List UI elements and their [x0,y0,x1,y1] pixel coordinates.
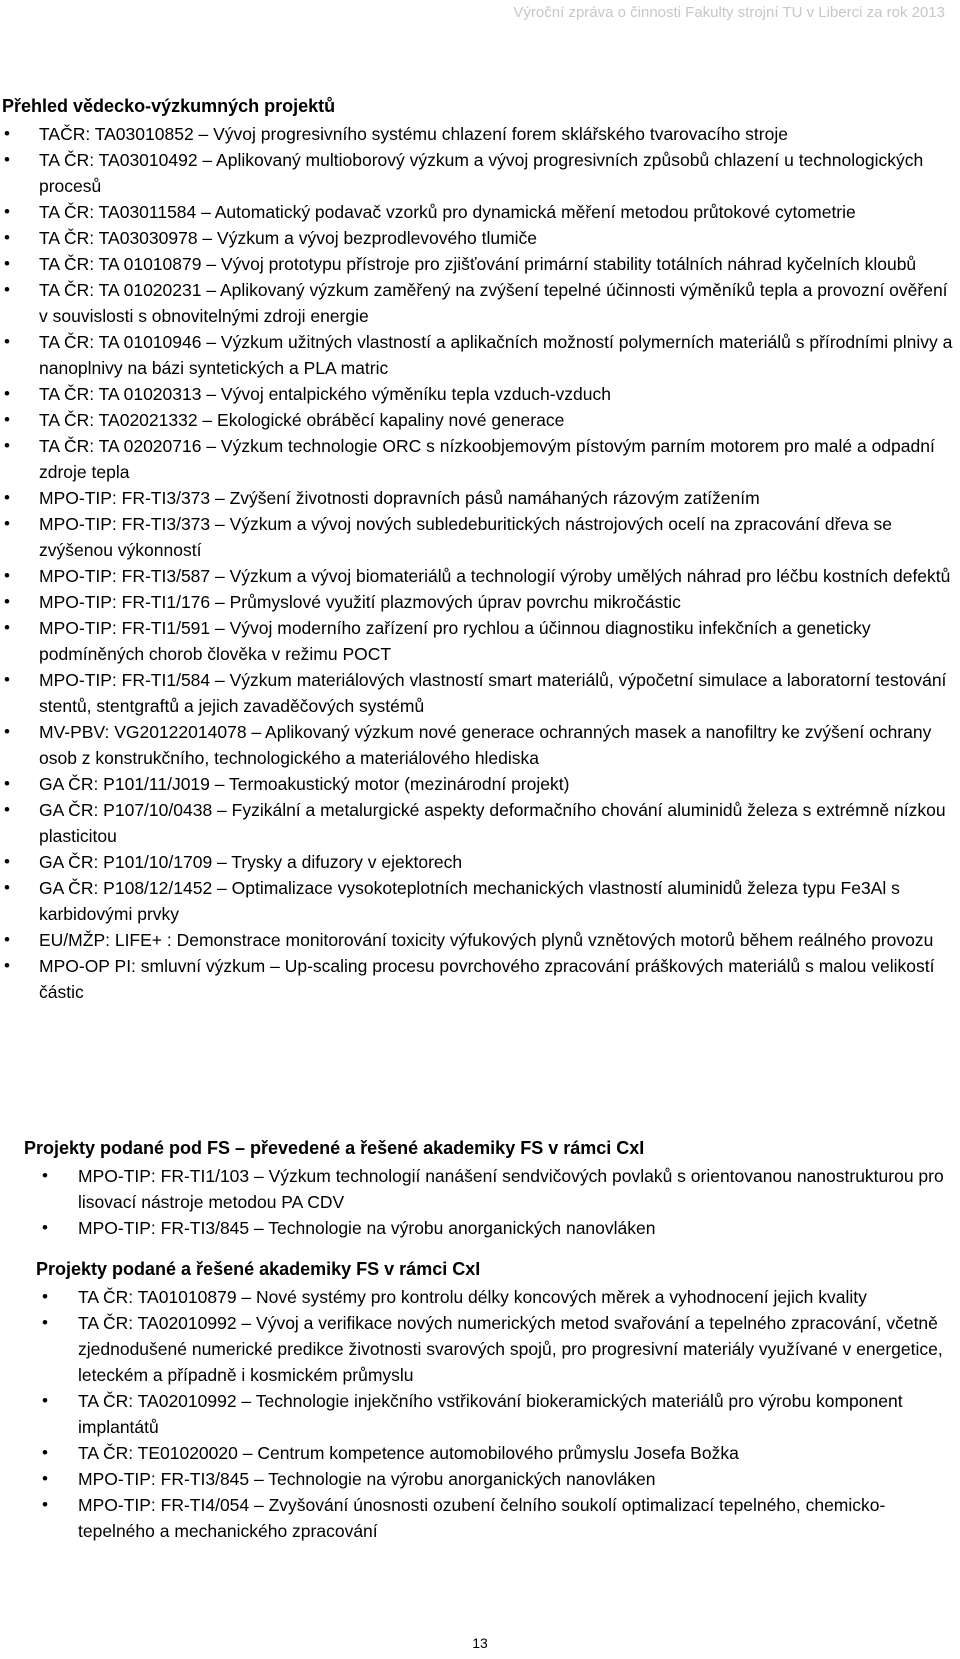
project-text: GA ČR: P108/12/1452 – Optimalizace vysokoteplotních mechanických vlastností aluminidů železa typu Fe3Al s karbidovými prvky [39,878,900,924]
project-text: GA ČR: P101/10/1709 – Trysky a difuzory v ejektorech [39,852,463,872]
list-item [0,1215,958,1241]
bullet-icon: • [4,670,10,689]
project-text: MPO-OP PI: smluvní výzkum – Up-scaling procesu povrchového zpracování práškových materiálů s malou velikostí částic [39,956,935,1002]
list-item [0,589,955,615]
list-item [0,121,955,147]
section-title-overview: Přehled vědecko-výzkumných projektů [2,96,336,116]
bullet-icon: • [4,124,10,143]
section-title-cxi: Projekty podané a řešené akademiky FS v rámci CxI [36,1259,481,1279]
bullet-icon: • [4,852,10,871]
bullet-icon: • [42,1313,48,1332]
bullet-icon: • [4,436,10,455]
bullet-icon: • [4,384,10,403]
bullet-icon: • [42,1287,48,1306]
project-text: MV-PBV: VG20122014078 – Aplikovaný výzkum nové generace ochranných masek a nanofiltry ke zvýšení ochrany osob z konstrukčního, technologického a materiálového hlediska [39,722,932,768]
bullet-icon: • [4,514,10,533]
list-item [0,511,955,563]
project-text: TA ČR: TA02010992 – Technologie injekčního vstřikování biokeramických materiálů pro výrobu komponent implantátů [78,1391,903,1437]
project-text: TA ČR: TA02010992 – Vývoj a verifikace nových numerických metod svařování a tepelného zpracování, včetně zjednodušené numerické predikce životnosti svarových spojů, pro progresivní materiály využívané v energetice, leteckém a případně i kosmickém průmyslu [78,1313,943,1385]
section-title-transferred: Projekty podané pod FS – převedené a řešené akademiky FS v rámci CxI [24,1138,645,1158]
list-item [0,1163,958,1215]
list-item [0,927,955,953]
project-text: MPO-TIP: FR-TI3/373 – Zvýšení životnosti dopravních pásů namáhaných rázovým zatížením [39,488,760,508]
list-item [0,953,955,1005]
project-text: MPO-TIP: FR-TI4/054 – Zvyšování únosnosti ozubení čelního soukolí optimalizací tepelného, chemicko-tepelného a mechanického zpracování [78,1495,886,1541]
project-text: TA ČR: TA03030978 – Výzkum a vývoj bezprodlevového tlumiče [39,228,538,248]
list-item [0,381,955,407]
list-item [0,615,955,667]
bullet-icon: • [4,956,10,975]
list-item [0,485,955,511]
project-text: TA ČR: TA02021332 – Ekologické obráběcí kapaliny nové generace [39,410,565,430]
bullet-icon: • [4,202,10,221]
bullet-icon: • [4,930,10,949]
project-text: TA ČR: TA 01010946 – Výzkum užitných vlastností a aplikačních možností polymerních materiálů s přírodními plnivy a nanoplnivy na bázi syntetických a PLA matric [39,332,953,378]
project-text: TA ČR: TA 01020313 – Vývoj entalpického výměníku tepla vzduch-vzduch [39,384,611,404]
project-text: GA ČR: P101/11/J019 – Termoakustický motor (mezinárodní projekt) [39,774,570,794]
bullet-icon: • [4,800,10,819]
project-list-transferred [0,1163,958,1241]
bullet-icon: • [4,280,10,299]
bullet-icon: • [4,488,10,507]
list-item [0,771,955,797]
project-text: GA ČR: P107/10/0438 – Fyzikální a metalurgické aspekty deformačního chování aluminidů železa s extrémně nízkou plasticitou [39,800,946,846]
project-list-overview [0,121,955,1005]
list-item [0,329,955,381]
list-item [0,407,955,433]
report-header: Výroční zpráva o činnosti Fakulty strojní TU v Liberci za rok 2013 [513,4,945,21]
list-item [0,225,955,251]
list-item [0,849,955,875]
bullet-icon: • [42,1166,48,1185]
project-text: MPO-TIP: FR-TI1/103 – Výzkum technologií nanášení sendvičových povlaků s orientovanou nanostrukturou pro lisovací nástroje metodou PA CDV [78,1166,944,1212]
project-text: MPO-TIP: FR-TI3/373 – Výzkum a vývoj nových subledeburitických nástrojových ocelí na zpracování dřeva se zvýšenou výkonností [39,514,892,560]
project-text: MPO-TIP: FR-TI1/584 – Výzkum materiálových vlastností smart materiálů, výpočetní simulace a laboratorní testování stentů, stentgraftů a jejich zavaděčových systémů [39,670,947,716]
project-text: TA ČR: TA01010879 – Nové systémy pro kontrolu délky koncových měrek a vyhodnocení jejich kvality [78,1287,867,1307]
project-list-cxi [0,1284,955,1544]
list-item [0,563,955,589]
list-item [0,251,955,277]
bullet-icon: • [4,332,10,351]
bullet-icon: • [4,228,10,247]
bullet-icon: • [4,722,10,741]
list-item [0,1284,955,1310]
bullet-icon: • [4,150,10,169]
bullet-icon: • [4,592,10,611]
list-item [0,719,955,771]
list-item [0,1466,955,1492]
project-text: TA ČR: TA03010492 – Aplikovaný multioborový výzkum a vývoj progresivních způsobů chlazení u technologických procesů [39,150,924,196]
project-text: MPO-TIP: FR-TI3/845 – Technologie na výrobu anorganických nanovláken [78,1469,656,1489]
project-text: MPO-TIP: FR-TI1/591 – Vývoj moderního zařízení pro rychlou a účinnou diagnostiku infekčních a geneticky podmíněných chorob člověka v režimu POCT [39,618,871,664]
project-text: TA ČR: TA03011584 – Automatický podavač vzorků pro dynamická měření metodou průtokové cytometrie [39,202,856,222]
bullet-icon: • [4,566,10,585]
list-item [0,875,955,927]
bullet-icon: • [4,254,10,273]
project-text: MPO-TIP: FR-TI3/845 – Technologie na výrobu anorganických nanovláken [78,1218,656,1238]
bullet-icon: • [42,1218,48,1237]
list-item [0,277,955,329]
project-text: EU/MŽP: LIFE+ : Demonstrace monitorování toxicity výfukových plynů vznětových motorů během reálného provozu [39,930,934,950]
bullet-icon: • [4,618,10,637]
list-item [0,433,955,485]
project-text: TA ČR: TE01020020 – Centrum kompetence automobilového průmyslu Josefa Božka [78,1443,739,1463]
bullet-icon: • [42,1495,48,1514]
bullet-icon: • [42,1443,48,1462]
list-item [0,1492,955,1544]
project-text: MPO-TIP: FR-TI3/587 – Výzkum a vývoj biomateriálů a technologií výroby umělých náhrad pro léčbu kostních defektů [39,566,951,586]
page-number: 13 [472,1635,488,1651]
list-item [0,1440,955,1466]
bullet-icon: • [42,1469,48,1488]
project-text: TA ČR: TA 01010879 – Vývoj prototypu přístroje pro zjišťování primární stability totálních náhrad kyčelních kloubů [39,254,917,274]
list-item [0,797,955,849]
bullet-icon: • [4,878,10,897]
project-text: TAČR: TA03010852 – Vývoj progresivního systému chlazení forem sklářského tvarovacího stroje [39,124,788,144]
list-item [0,1388,955,1440]
project-text: TA ČR: TA 02020716 – Výzkum technologie ORC s nízkoobjemovým pístovým parním motorem pro malé a odpadní zdroje tepla [39,436,935,482]
list-item [0,199,955,225]
list-item [0,667,955,719]
project-text: TA ČR: TA 01020231 – Aplikovaný výzkum zaměřený na zvýšení tepelné účinnosti výměníků tepla a provozní ověření v souvislosti s obnovitelnými zdroji energie [39,280,948,326]
list-item [0,147,955,199]
project-text: MPO-TIP: FR-TI1/176 – Průmyslové využití plazmových úprav povrchu mikročástic [39,592,681,612]
bullet-icon: • [4,410,10,429]
bullet-icon: • [4,774,10,793]
list-item [0,1310,955,1388]
bullet-icon: • [42,1391,48,1410]
